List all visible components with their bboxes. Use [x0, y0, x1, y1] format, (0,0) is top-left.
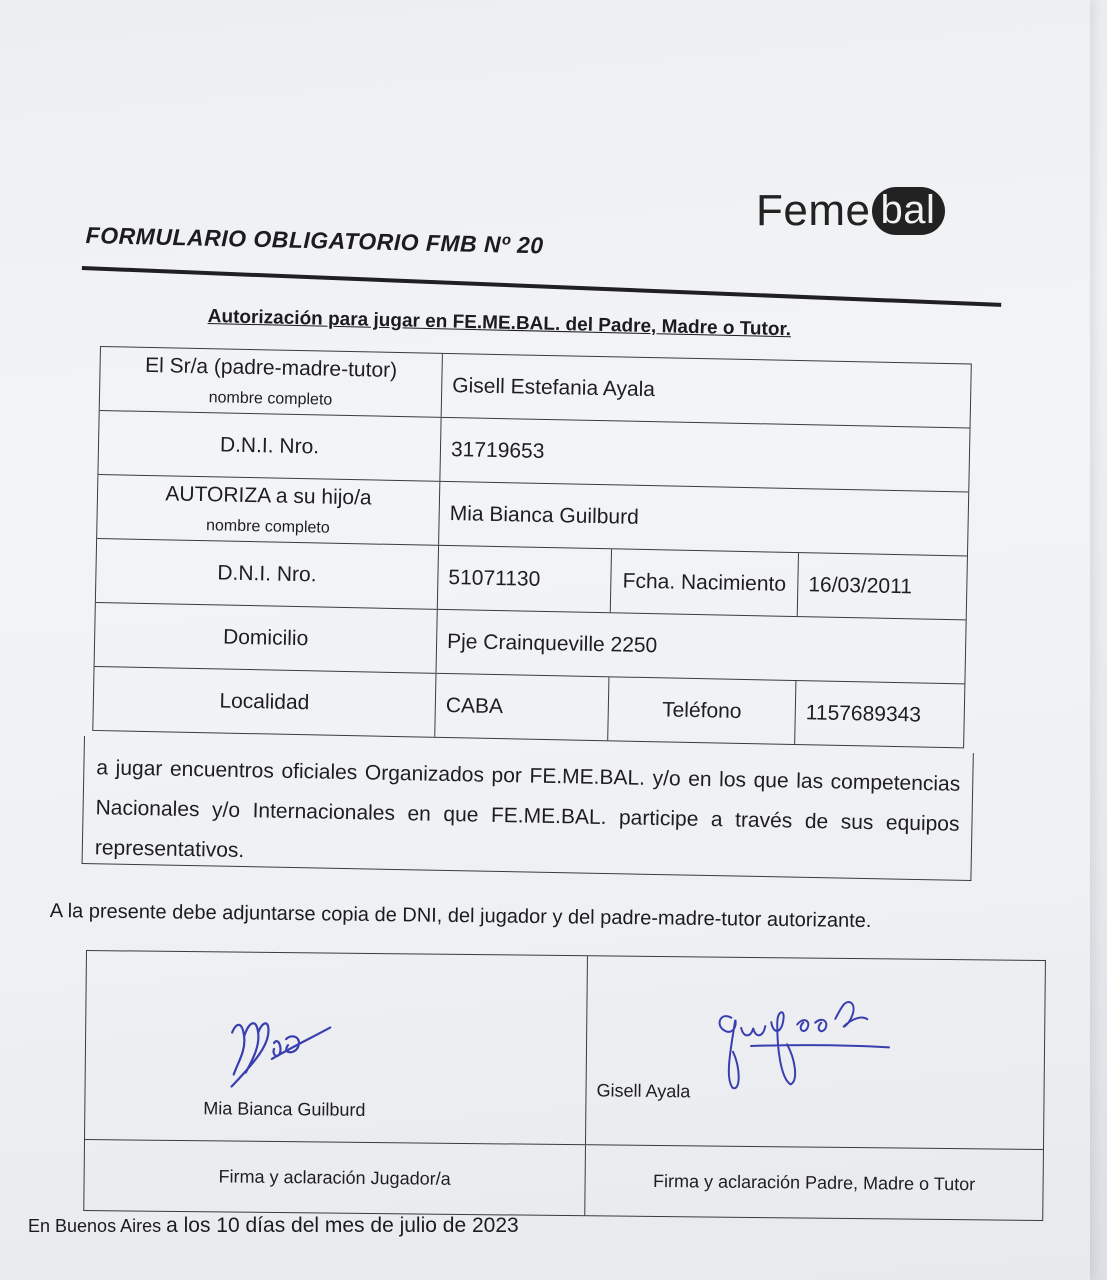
guardian-signature-cell [586, 956, 1045, 1149]
parent-label-cell [100, 347, 443, 417]
logo-pill: bal [872, 187, 945, 235]
address-label: Domicilio [95, 603, 438, 673]
player-caption-cell [84, 1140, 586, 1215]
form-subtitle: Autorización para jugar en FE.ME.BAL. del Padre, Madre o Tutor. [207, 306, 792, 341]
parent-sublabel: nombre completo [208, 388, 333, 409]
child-name-field: Mia Bianca Guilburd [449, 501, 640, 529]
guardian-name: Gisell Ayala [596, 1080, 691, 1102]
address-field: Pje Crainqueville 2250 [446, 629, 658, 657]
place-date-line [28, 1214, 519, 1238]
child-dni-field: 51071130 [438, 546, 612, 612]
child-sublabel: nombre completo [205, 516, 330, 537]
caption-row [84, 1140, 1043, 1220]
birth-date-field: 16/03/2011 [808, 572, 913, 598]
child-label-cell [97, 475, 440, 545]
birth-date-label: Fcha. Nacimiento [611, 549, 799, 616]
guardian-caption-cell [585, 1145, 1043, 1220]
phone-field: 1157689343 [805, 700, 922, 727]
form-title: FORMULARIO OBLIGATORIO FMB Nº 20 [85, 222, 544, 259]
parent-dni-label: D.N.I. Nro. [98, 411, 441, 481]
footer-date: a los 10 días del mes de julio de 2023 [166, 1214, 519, 1237]
signature-row [85, 951, 1045, 1150]
locality-label: Localidad [93, 667, 436, 737]
phone-label: Teléfono [608, 677, 796, 744]
player-caption: Firma y aclaración Jugador/a [218, 1165, 451, 1189]
guardian-signature-icon [710, 988, 891, 1100]
logo-text: Feme [756, 186, 871, 235]
child-dni-label: D.N.I. Nro. [96, 539, 439, 609]
player-signature-cell [85, 951, 588, 1144]
player-name: Mia Bianca Guilburd [203, 1098, 366, 1120]
locality-field: CABA [435, 674, 609, 740]
parent-dni-field: 31719653 [450, 437, 545, 463]
signature-table [83, 950, 1046, 1221]
title-rule [82, 266, 1001, 307]
authorization-paragraph: a jugar encuentros oficiales Organizados por FE.ME.BAL. y/o en los que las competencias Nacionales y/o Internacionales en que FE.ME.BAL. participe a través de sus equipos representativos. [82, 736, 974, 881]
footer-city: En Buenos Aires [28, 1216, 162, 1236]
authorization-table [92, 346, 972, 748]
guardian-caption: Firma y aclaración Padre, Madre o Tutor [652, 1170, 976, 1194]
attachment-note: A la presente debe adjuntarse copia de DNI, del jugador y del padre-madre-tutor autorizante. [49, 900, 872, 933]
player-signature-icon [222, 1002, 343, 1093]
femebal-logo [756, 186, 945, 236]
parent-label: El Sr/a (padre-madre-tutor) [144, 353, 398, 382]
child-label: AUTORIZA a su hijo/a [165, 481, 372, 509]
parent-name-field: Gisell Estefania Ayala [452, 373, 656, 401]
